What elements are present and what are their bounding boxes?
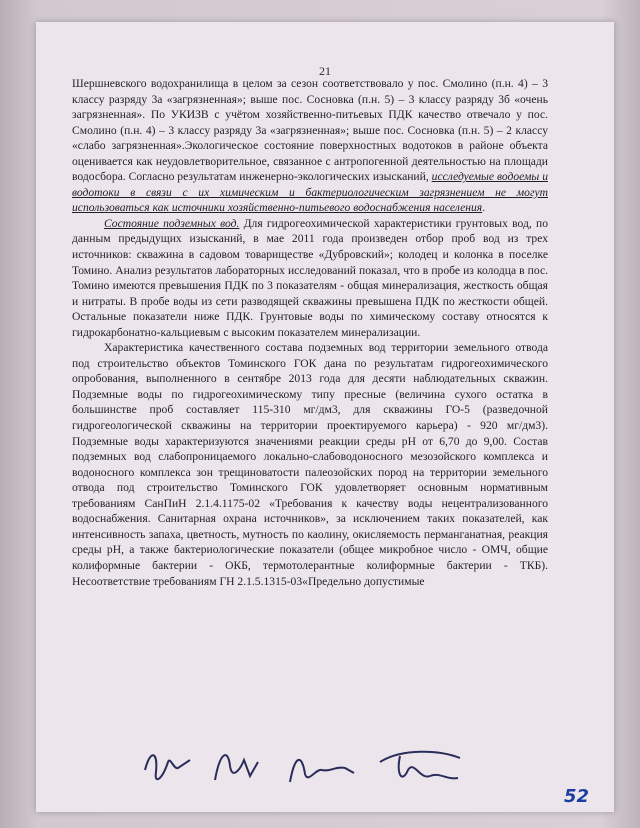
paragraph-quality-characteristics: Характеристика качественного состава подземных вод территории земельного отвода под строительство объектов Томинского ГОК дана по результатам гидрогеохимического опробования, выполненного в сентябре 2013 года для десяти наблюдательных скважин. Подземные воды по гидрогеохимическому типу пресные (величина сухого остатка в большинстве проб составляет 115-310 мг/дм3, для скважины ГО-5 (разведочной гидрогеологической скважины на территории проектируемого карьера) - 920 мг/дм3). Подземные воды характеризуются значениями реакции среды pH от 6,70 до 9,00. Состав подземных вод слабопроницаемого локально-слабоводоносного мезозойского комплекса и водоносного комплекса зон трещиноватости палеозойских пород на территории земельного отвода под строительство Томинского ГОК удовлетворяет основным нормативным требованиям СанПиН 2.1.4.1175-02 «Требования к качеству воды нецентрализованного водоснабжения. Санитарная охрана источников», за исключением таких показателей, как интенсивность запаха, цветность, мутность по каолину, окисляемость перманганатная, реакция среды pH, а также бактериологические показатели (общее микробное число - ОМЧ, общие колиформные бактерии - ОКБ, термотолерантные колиформные бактерии - ТКБ). Несоответствие требованиям ГН 2.1.5.1315-03«Предельно допустимые <box>72 341 548 588</box>
paragraph-surface-water-text: Шершневского водохранилища в целом за сезон соответствовало у пос. Смолино (п.н. 4) – 3 классу разряду 3а «загрязненная»; выше пос. Сосновка (п.н. 5) – 3 классу разряду 3б «очень загрязненная». По УКИЗВ с учётом хозяйственно-питьевых ПДК качество отвечало у пос. Смолино (п.н. 4) – 3 классу разряду 3а «загрязненная»; выше пос. Сосновка (п.н. 5) – 2 классу «слабо загрязненная».Экологическое состояние поверхностных водотоков в районе объекта оценивается как неудовлетворительное, связанное с антропогенной деятельностью на площади водосбора. Согласно результатам инженерно-экологических изысканий, <box>72 77 548 184</box>
groundwater-heading: Состояние подземных вод. <box>104 216 240 230</box>
signature-1 <box>145 755 190 779</box>
handwritten-signatures <box>140 740 470 800</box>
paragraph-groundwater-text: Для гидрогеохимической характеристики грунтовых вод, по данным предыдущих изысканий, в мае 2011 года произведен отбор проб вод из трех источников: скважина в садовом товариществе «Дубровский»; колодец и колонка в поселке Томино. Анализ результатов лабораторных исследований показал, что в пробе из колодца в пос. Томино имеются превышения ПДК по 3 показателям - общая минерализация, жесткость общая и нитраты. В пробе воды из сети разводящей скважины превышена ПДК по жесткости общей. Остальные показатели ниже ПДК. Грунтовые воды по химическому составу относятся к гидрокарбонатно-кальциевым с высоким показателем минерализации. <box>72 216 548 339</box>
paragraph-surface-water-end: . <box>482 201 486 215</box>
paragraph-surface-water-emphasis: исследуемые водоемы и водотоки в связи с их химическим и бактериологическим загрязнением не могут использоваться как источники хозяйственно-питьевого водоснабжения населения <box>72 170 548 215</box>
paragraph-surface-water <box>72 76 548 216</box>
signature-4 <box>380 752 460 779</box>
sheet-number-handwritten: 52 <box>564 786 590 807</box>
page-number: 21 <box>319 64 331 78</box>
signature-2 <box>215 755 258 780</box>
paragraph-groundwater <box>72 216 548 340</box>
document-body <box>72 76 548 589</box>
signature-3 <box>290 760 354 782</box>
